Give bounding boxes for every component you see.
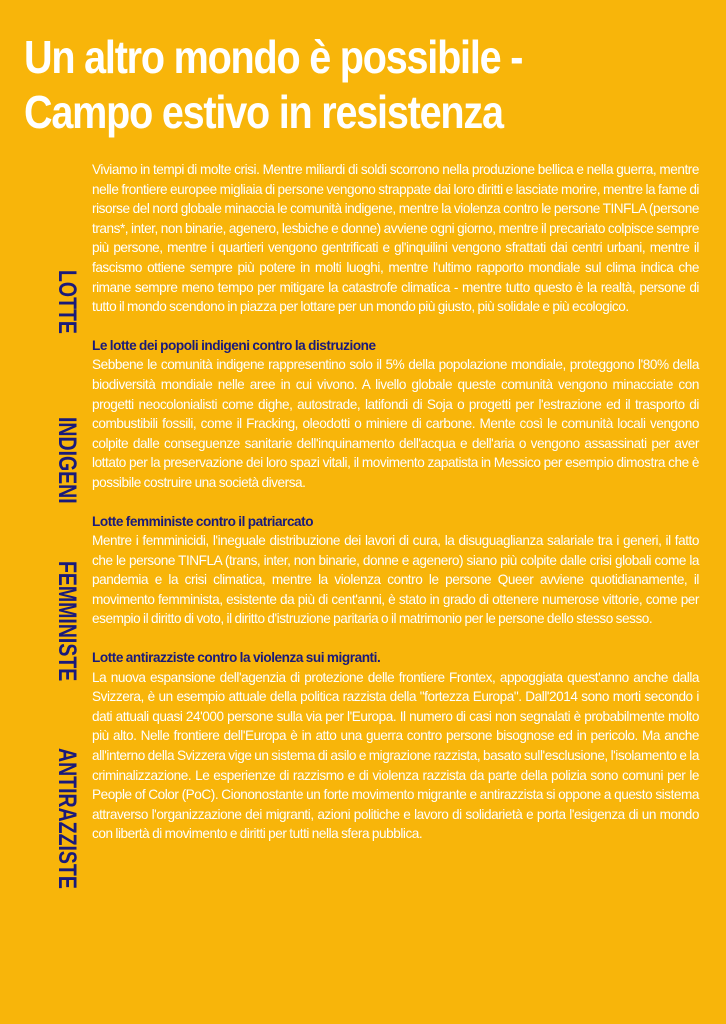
section-heading-feminist: Lotte femministe contro il patriarcato (92, 513, 314, 529)
title-line-2: Campo estivo in resistenza (24, 86, 503, 138)
section-body-antiracist: La nuova espansione dell'agenzia di protezione delle frontiere Frontex, appoggiata quest'anno anche dalla Svizzera, è un esempio attuale della politica razzista della "fortezza Europa". Dall'2014 sono morti secondo i dati attuali quasi 24'000 persone sulla via per l'Europa. Il numero di casi non segnalati è probabilmente molto più alto. Nelle frontiere dell'Europa è in atto una guerra contro persone bisognose ed in pericolo. Ma anche all'interno della Svizzera vige un sistema di asilo e migrazione razzista, basato sull'esclusione, l'isolamento e la criminalizzazione. Le esperienze di razzismo e di violenza razzista da parte della polizia sono comuni per le People of Color (PoC). Ciononostante un forte movimento migrante e antirazzista si oppone a questo sistema attraverso l'organizzazione dei migranti, azioni politiche e lavoro di solidarietà e porta l'esigenza di un mondo con libertà di movimento e diritti per tutti nella sfera pubblica. (92, 669, 699, 842)
title-line-1: Un altro mondo è possibile - (24, 31, 523, 83)
section-heading-antiracist: Lotte antirazziste contro la violenza sui migranti. (92, 650, 381, 666)
section-feminist (92, 512, 699, 630)
main-content (92, 160, 699, 844)
side-word-indigeni: INDIGENI (53, 417, 81, 504)
section-heading-indigenous: Le lotte dei popoli indigeni contro la distruzione (92, 337, 376, 353)
section-indigenous (92, 336, 699, 493)
section-body-indigenous: Sebbene le comunità indigene rappresentino solo il 5% della popolazione mondiale, proteggono l'80% della biodiversità mondiale nelle aree in cui vivono. A livello globale queste comunità vengono minacciate con progetti neocolonialisti come dighe, autostrade, latifondi di Soja o progetti per l'estrazione ed il trasporto di combustibili fossili, come il Fracking, oleodotti o miniere di carbone. Mente così le comunità locali vengono colpite dalle conseguenze sanitarie dell'inquinamento dell'acqua e dell'aria o vengono assassinati per aver lottato per la preservazione dei loro spazi vitali, il movimento zapatista in Messico per esempio dimostra che è possibile costruire una società diversa. (92, 357, 699, 490)
page-title (24, 30, 617, 140)
section-body-feminist: Mentre i femminicidi, l'ineguale distribuzione dei lavori di cura, la disuguaglianza salariale tra i generi, il fatto che le persone TINFLA (trans, inter, non binarie, donne e agenero) siano più colpite dalle crisi globali come la pandemia e la crisi climatica, mentre la violenza contro le persone Queer avviene quotidianamente, il movimento femminista, esistente da più di cent'anni, è stato in grado di ottenere numerose vittorie, come per esempio il diritto di voto, il diritto d'istruzione paritaria o il matrimonio per le persone dello stesso sesso. (92, 533, 699, 627)
section-antiracist (92, 648, 699, 844)
vertical-side-label (52, 270, 82, 960)
side-word-femministe: FEMMINISTE (53, 561, 81, 682)
side-word-lotte: LOTTE (53, 270, 81, 334)
intro-paragraph: Viviamo in tempi di molte crisi. Mentre miliardi di soldi scorrono nella produzione bellica e nella guerra, mentre nelle frontiere europee migliaia di persone vengono strappate dai loro diritti e lasciate morire, mentre la fame di risorse del nord globale minaccia le comunità indigene, mentre la violenza contro le persone TINFLA (persone trans*, inter, non binarie, agenero, lesbiche e donne) avviene ogni giorno, mentre il precariato colpisce sempre più persone, mentre i quartieri vengono gentrificati e gl'inquilini vengono sfrattati dai centri urbani, mentre il fascismo ottiene sempre più potere in molti luoghi, mentre l'ultimo rapporto mondiale sul clima indica che rimane sempre meno tempo per mitigare la catastrofe climatica - mentre tutto questo è la realtà, persone di tutto il mondo scendono in piazza per lottare per un mondo più giusto, più solidale e più ecologico. (92, 162, 699, 315)
side-word-antirazziste: ANTIRAZZISTE (53, 748, 81, 889)
